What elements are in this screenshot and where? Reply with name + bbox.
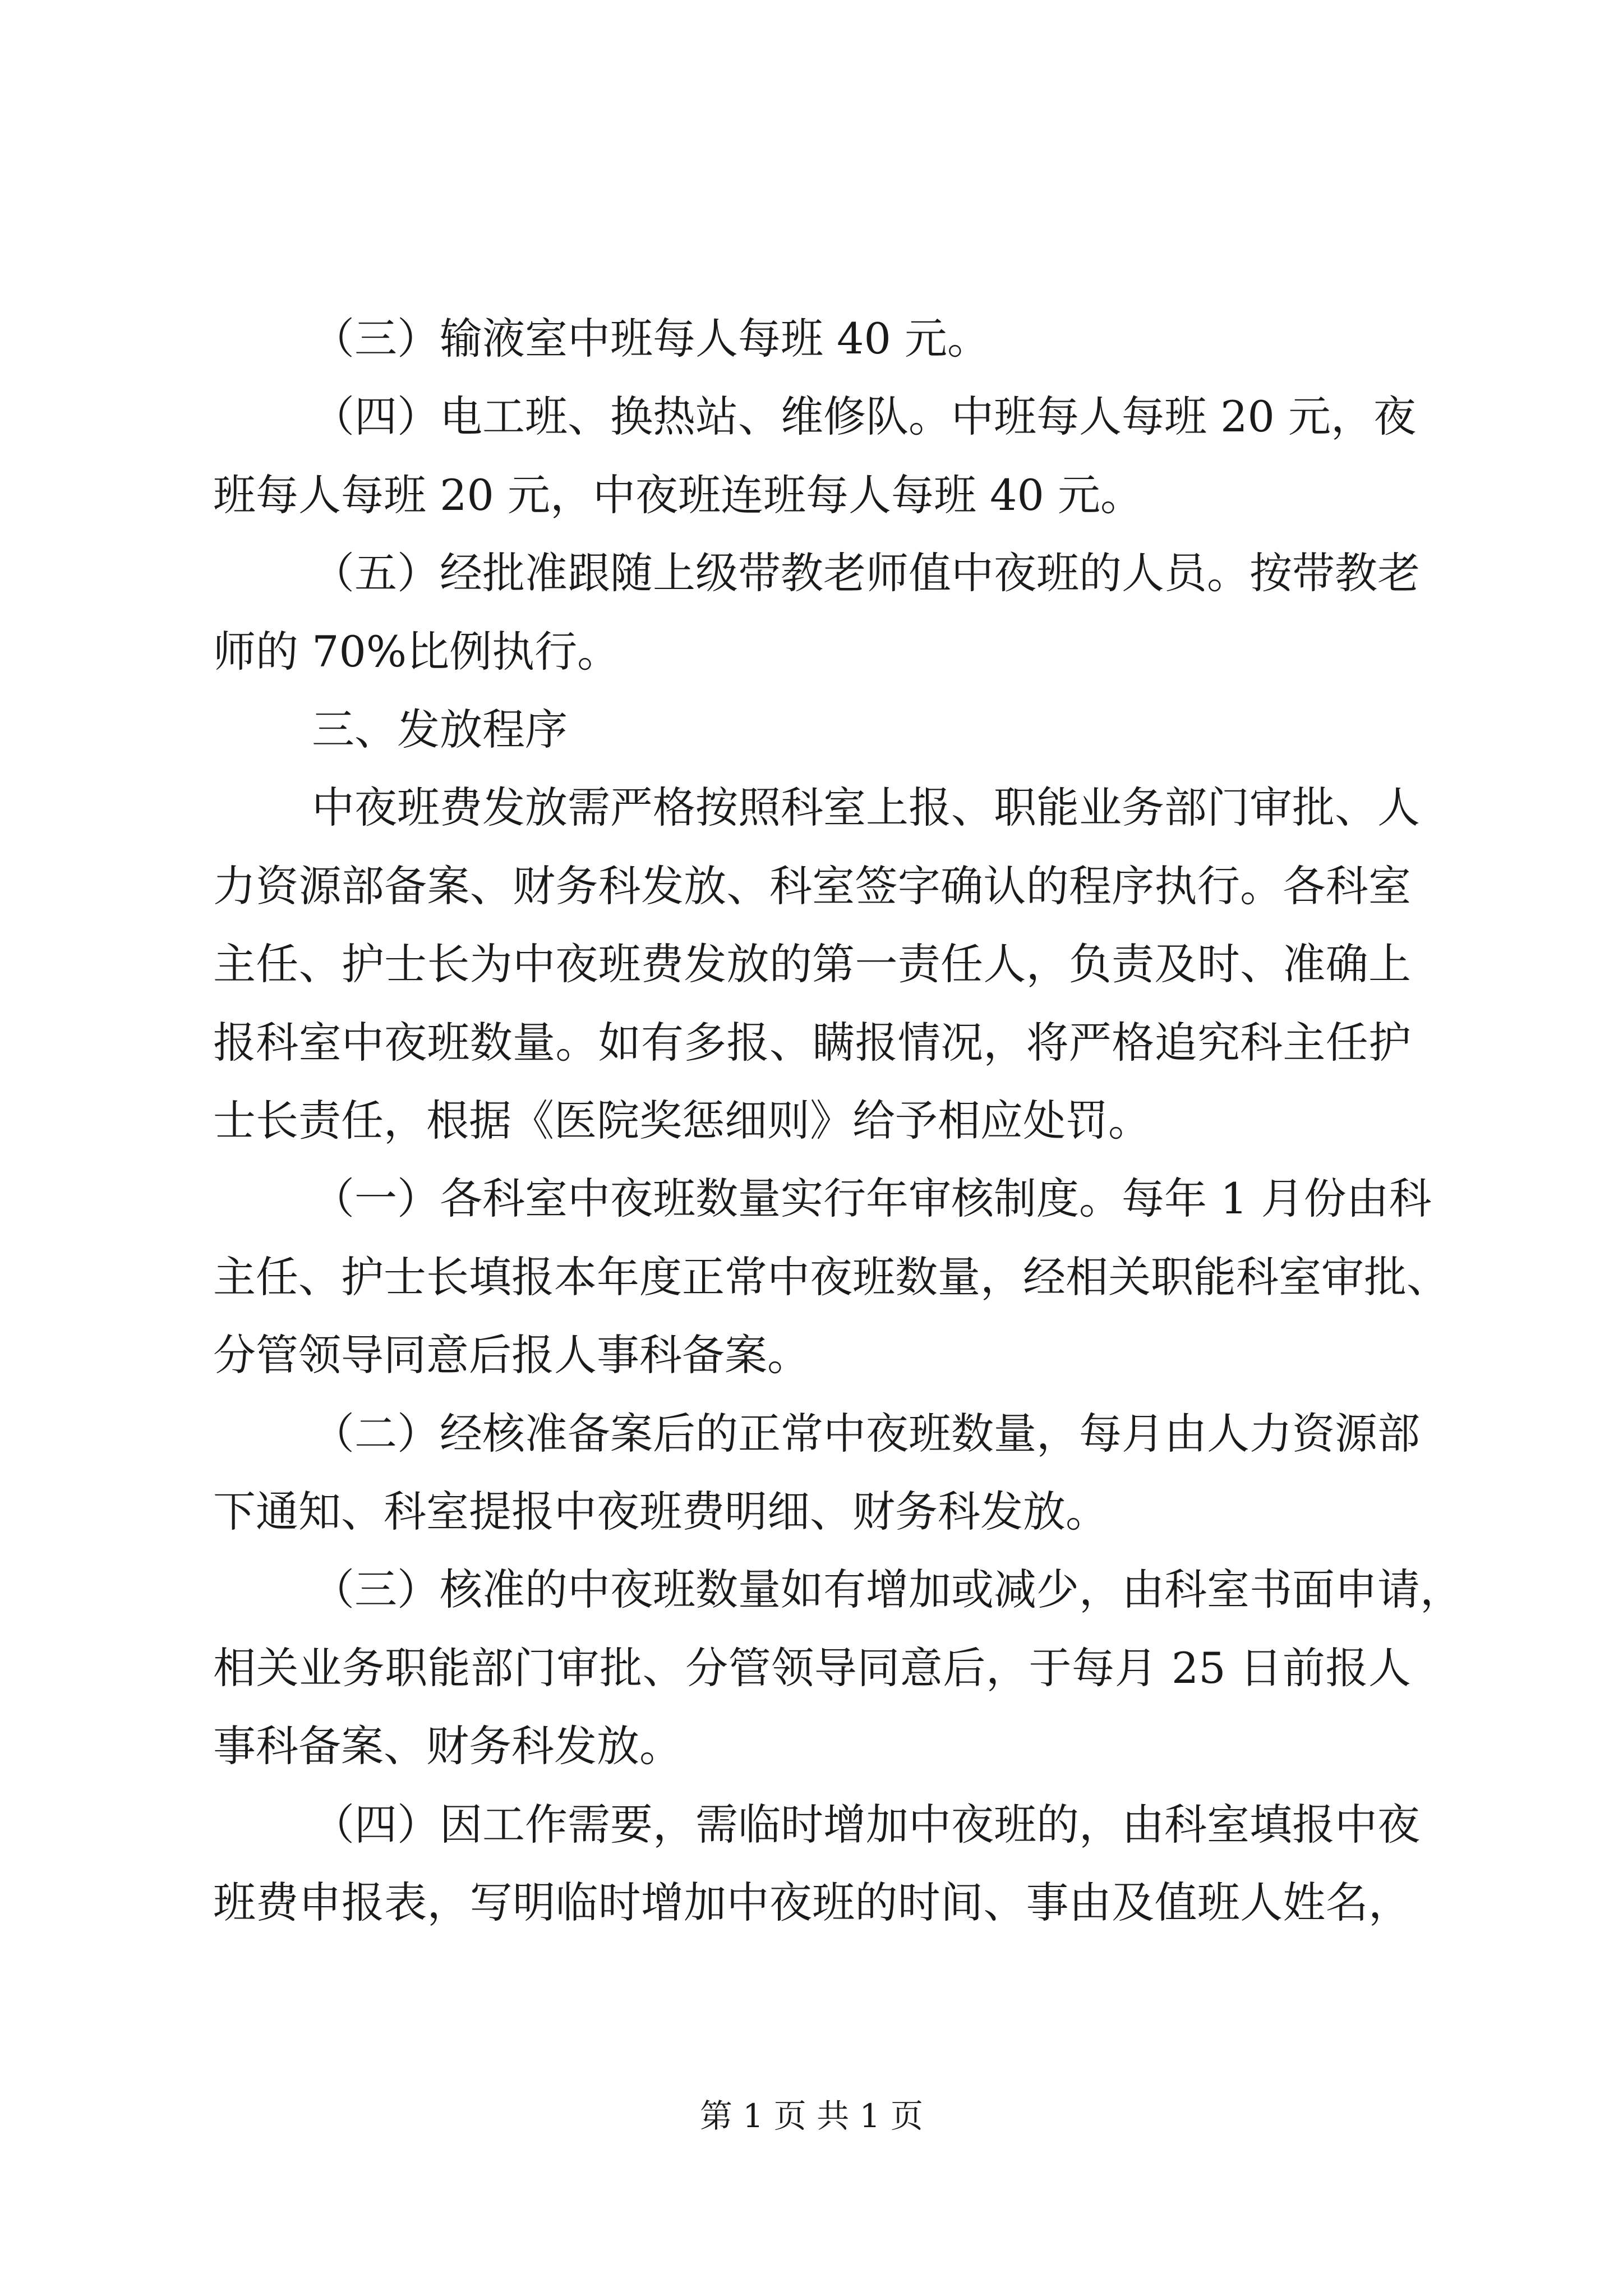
text-line: 班费申报表，写明临时增加中夜班的时间、事由及值班人姓名， [213, 1878, 1411, 1927]
text-line: 分管领导同意后报人事科备案。 [213, 1330, 810, 1380]
text-line: 报科室中夜班数量。如有多报、瞒报情况，将严格追究科主任护 [213, 1018, 1411, 1068]
text-line: 下通知、科室提报中夜班费明细、财务科发放。 [213, 1487, 1108, 1536]
text-line: （四）电工班、换热站、维修队。中班每人每班 20 元，夜 [312, 392, 1417, 441]
text-line: 力资源部备案、财务科发放、科室签字确认的程序执行。各科室 [213, 861, 1411, 911]
section-heading: 三、发放程序 [312, 705, 568, 754]
text-line: （三）输液室中班每人每班 40 元。 [312, 314, 990, 364]
text-line: 师的 70%比例执行。 [213, 627, 620, 677]
text-line: 事科备案、财务科发放。 [213, 1721, 682, 1771]
text-line: （四）因工作需要，需临时增加中夜班的，由科室填报中夜 [312, 1800, 1420, 1849]
text-line: （五）经批准跟随上级带教老师值中夜班的人员。按带教老 [312, 548, 1420, 598]
text-line: （三）核准的中夜班数量如有增加或减少，由科室书面申请， [312, 1565, 1463, 1614]
text-line: （二）经核准备案后的正常中夜班数量，每月由人力资源部 [312, 1409, 1420, 1458]
text-line: 相关业务职能部门审批、分管领导同意后，于每月 25 日前报人 [213, 1643, 1411, 1693]
text-line: 班每人每班 20 元，中夜班连班每人每班 40 元。 [213, 470, 1144, 520]
text-line: 中夜班费发放需严格按照科室上报、职能业务部门审批、人 [312, 783, 1420, 832]
page-number-footer: 第 1 页 共 1 页 [700, 2097, 923, 2135]
text-line: 士长责任，根据《医院奖惩细则》给予相应处罚。 [213, 1096, 1151, 1145]
text-line: 主任、护士长为中夜班费发放的第一责任人，负责及时、准确上 [213, 939, 1411, 989]
text-line: 主任、护士长填报本年度正常中夜班数量，经相关职能科室审批、 [213, 1252, 1449, 1302]
text-line: （一）各科室中夜班数量实行年审核制度。每年 1 月份由科 [312, 1174, 1432, 1223]
